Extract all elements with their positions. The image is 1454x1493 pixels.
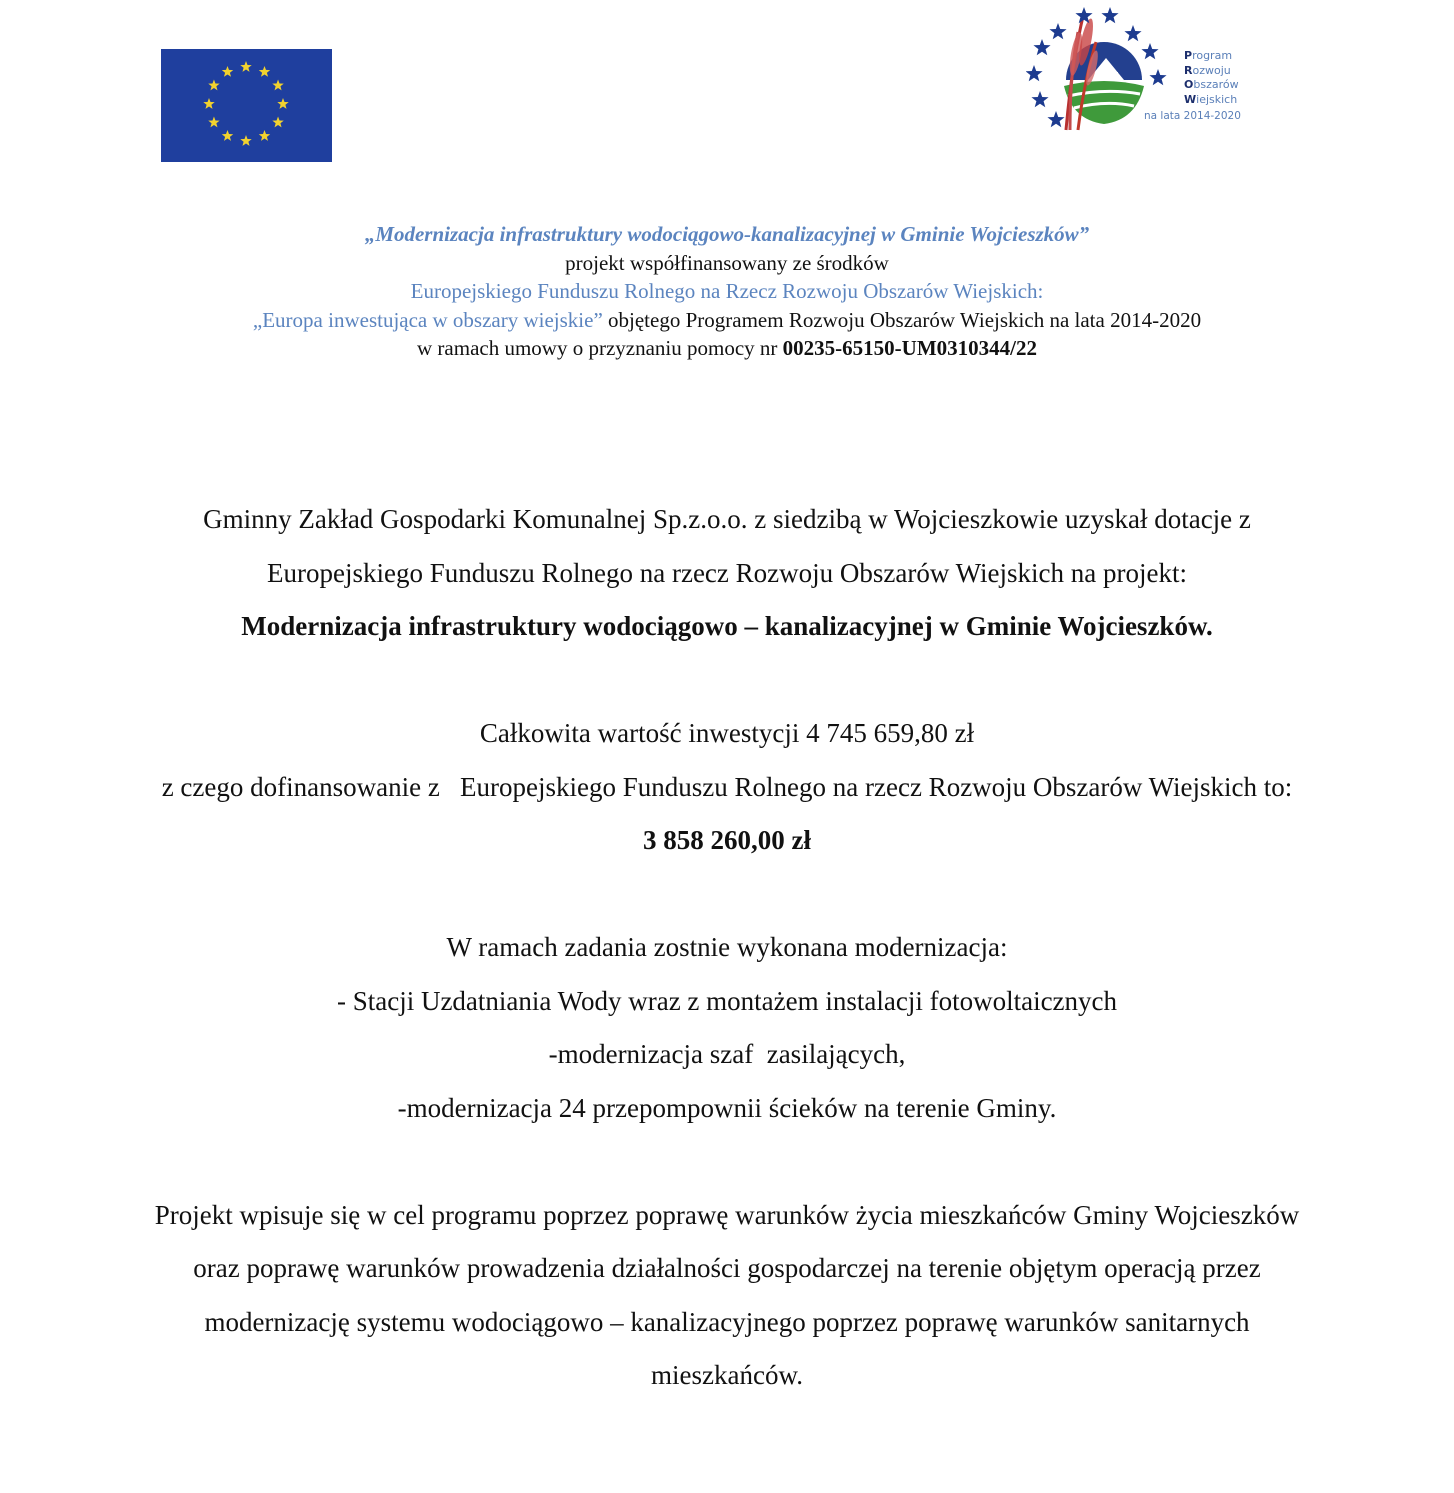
eu-star-icon [272,80,283,91]
eu-star-icon [222,66,233,77]
eu-flag-logo [161,49,332,162]
agreement-number: 00235-65150-UM0310344/22 [782,336,1037,360]
intro-line: Europejskiego Funduszu Rolnego na rzecz Rozwoju Obszarów Wiejskich na projekt: [267,557,1187,588]
project-title: Modernizacja infrastruktury wodociągowo – kanalizacyjnej w Gminie Wojcieszków. [241,611,1213,641]
fund-name-line: Europejskiego Funduszu Rolnego na Rzecz Rozwoju Obszarów Wiejskich: [410,279,1044,303]
prow-letter: R [1184,63,1193,77]
prow-star-icon [1031,91,1048,107]
goal-line: mieszkańców. [651,1360,803,1390]
goal-line: modernizację systemu wodociągowo – kanalizacyjnego poprzez poprawę warunków sanitarnych [204,1306,1250,1337]
goal-line: oraz poprawę warunków prowadzenia działalności gospodarczej na terenie objętym operacją przez [193,1253,1261,1283]
tasks-heading: W ramach zadania zostnie wykonana modernizacja: [446,932,1008,962]
prow-star-icon [1124,25,1141,41]
task-item: -modernizacja szaf zasilających, [548,1039,906,1069]
prow-star-icon [1141,43,1158,59]
task-item: -modernizacja 24 przepompownii ścieków na terenie Gminy. [397,1092,1057,1123]
eu-stars-icon [161,49,332,162]
goal-line: Projekt wpisuje się w cel programu poprzez poprawę warunków życia mieszkańców Gminy Wojcieszków [154,1199,1300,1230]
agreement-prefix: w ramach umowy o przyznaniu pomocy nr [417,336,783,360]
eu-star-icon [203,98,214,109]
eu-star-icon [259,130,270,141]
intro-line: Gminny Zakład Gospodarki Komunalnej Sp.z.o.o. z siedzibą w Wojcieszkowie uzyskał dotacje z [203,504,1251,534]
total-value: Całkowita wartość inwestycji 4 745 659,80 zł [479,718,975,748]
eu-star-icon [240,61,251,72]
prow-star-icon [1047,111,1064,127]
prow-letter: W [1184,92,1197,106]
cofinanced-line: projekt współfinansowany ze środków [565,250,889,275]
eu-star-icon [272,117,283,128]
prow-star-icon [1149,69,1166,85]
eu-star-icon [208,80,219,91]
task-item: - Stacji Uzdatniania Wody wraz z montażem instalacji fotowoltaicznych [336,985,1118,1016]
prow-word: ozwoju [1192,63,1231,77]
announcement-body [0,493,1454,1403]
eu-star-icon [277,98,288,109]
prow-star-icon [1026,65,1043,81]
prow-word: iejskich [1196,92,1238,106]
prow-letter: P [1184,49,1193,62]
eu-star-icon [259,66,270,77]
funding-header [0,220,1454,363]
prow-years: na lata 2014-2020 [1144,110,1241,122]
program-line [0,306,1454,335]
cofinancing-amount: 3 858 260,00 zł [643,825,811,855]
prow-star-icon [1033,39,1050,55]
prow-program-name [1184,49,1239,107]
prow-word: rogram [1192,49,1233,62]
prow-star-icon [1101,7,1118,23]
eu-star-icon [222,130,233,141]
agreement-line [0,334,1454,363]
cofinancing-line: z czego dofinansowanie z Europejskiego Funduszu Rolnego na rzecz Rozwoju Obszarów Wiejskich to: [161,771,1293,802]
prow-letter: O [1184,78,1194,91]
program-text: objętego Programem Rozwoju Obszarów Wiejskich na lata 2014-2020 [602,307,1202,332]
eu-star-icon [208,117,219,128]
prow-word: bszarów [1193,78,1239,91]
prow-star-icon [1049,23,1066,39]
eu-star-icon [240,135,251,146]
prow-logo [1026,2,1256,136]
project-title-header: „Modernizacja infrastruktury wodociągowo-kanalizacyjnej w Gminie Wojcieszków” [364,222,1090,246]
slogan: „Europa inwestująca w obszary wiejskie” [252,307,603,332]
